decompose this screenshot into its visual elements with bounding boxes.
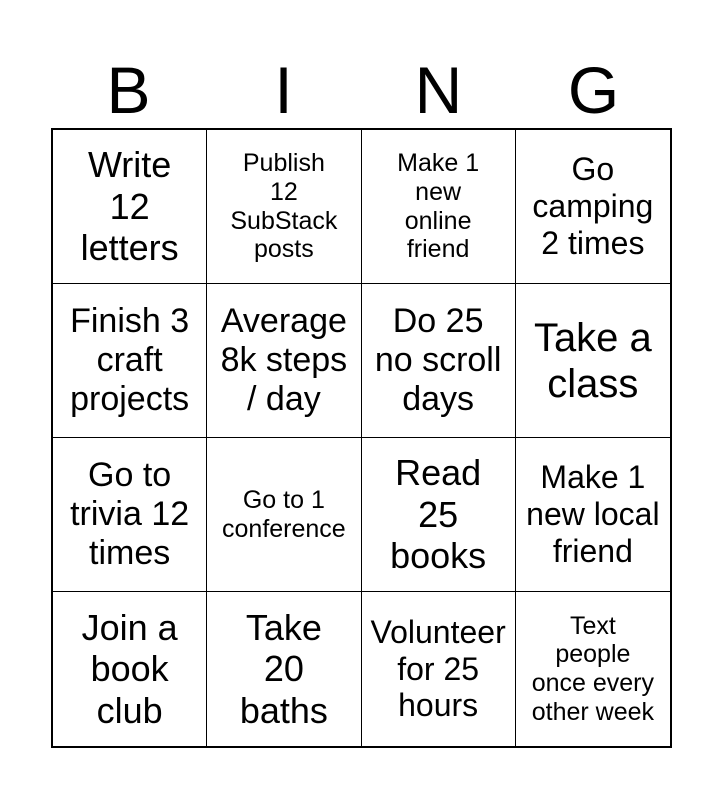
bingo-cell-craft-projects[interactable]: Finish 3 craft projects [53, 284, 207, 438]
header-letter-b: B [106, 53, 151, 127]
bingo-board [51, 128, 672, 748]
bingo-cell-average-steps[interactable]: Average 8k steps / day [207, 284, 361, 438]
header-letter-g: G [567, 53, 620, 127]
bingo-cell-read-books[interactable]: Read 25 books [362, 438, 516, 592]
header-letter-n: N [414, 53, 463, 127]
bingo-cell-local-friend[interactable]: Make 1 new local friend [516, 438, 670, 592]
bingo-header [51, 52, 671, 128]
bingo-cell-take-baths[interactable]: Take 20 baths [207, 592, 361, 746]
bingo-cell-text-people[interactable]: Text people once every other week [531, 611, 655, 726]
bingo-cell-write-letters[interactable]: Write 12 letters [53, 130, 207, 284]
bingo-cell-book-club[interactable]: Join a book club [53, 592, 207, 746]
bingo-cell-publish-posts[interactable]: Publish 12 SubStack posts [207, 130, 361, 284]
bingo-cell-trivia[interactable]: Go to trivia 12 times [53, 438, 207, 592]
bingo-cell-go-camping[interactable]: Go camping 2 times [516, 130, 670, 284]
bingo-cell-no-scroll-days[interactable]: Do 25 no scroll days [362, 284, 516, 438]
bingo-cell-online-friend[interactable]: Make 1 new online friend [362, 130, 516, 284]
bingo-cell-volunteer[interactable]: Volunteer for 25 hours [362, 592, 516, 746]
bingo-cell-take-class[interactable]: Take a class [516, 284, 670, 438]
bingo-cell-conference[interactable]: Go to 1 conference [207, 438, 361, 592]
header-letter-i: I [274, 53, 293, 127]
